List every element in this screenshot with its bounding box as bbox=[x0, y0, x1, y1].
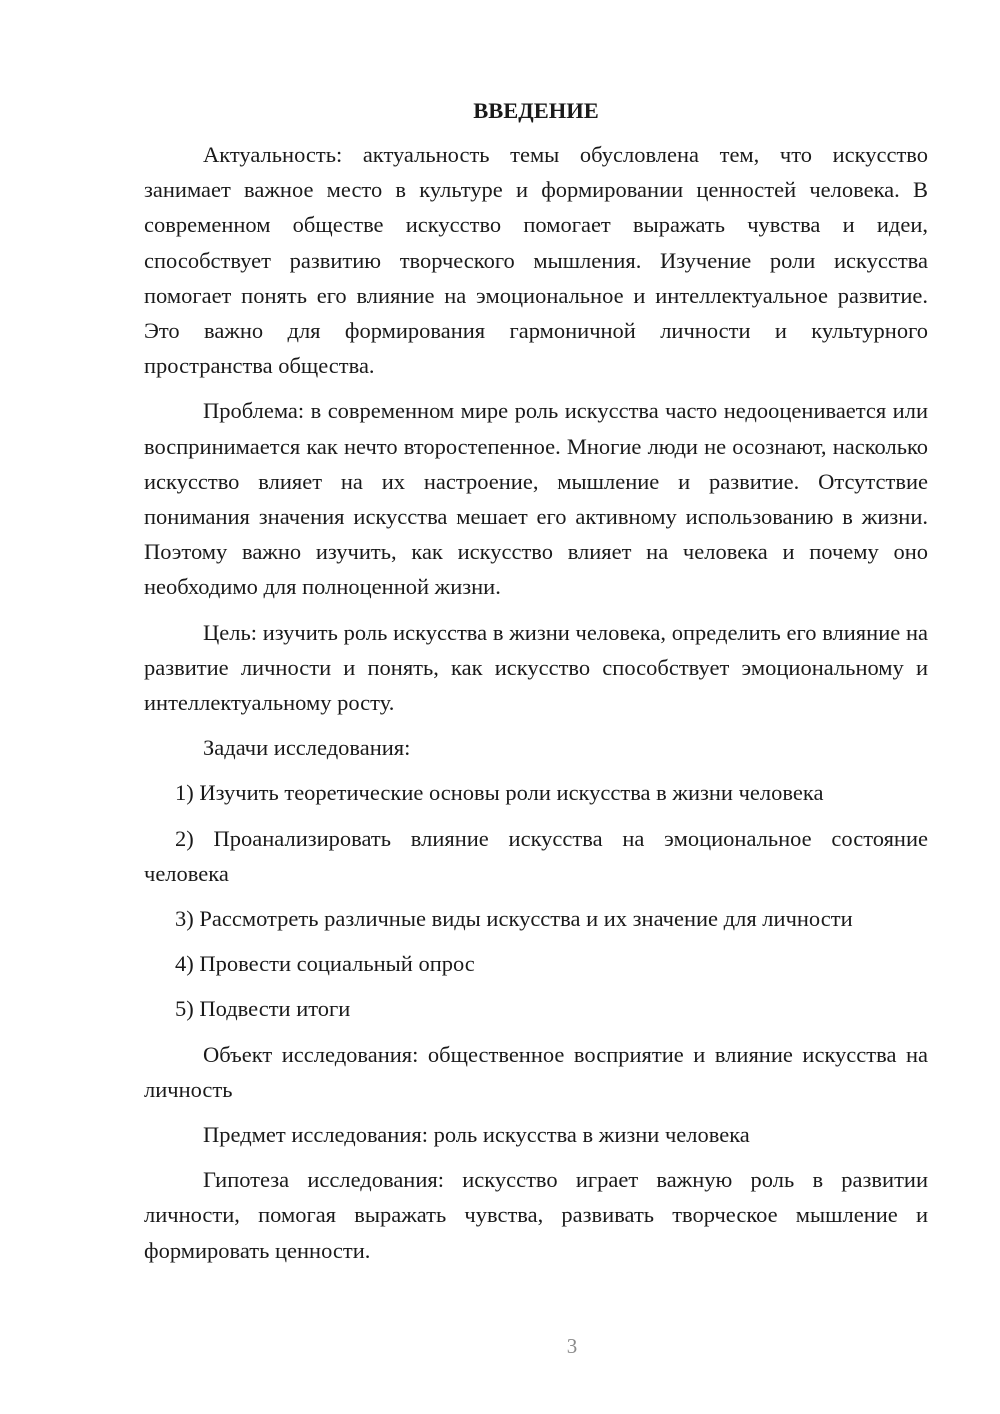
paragraph-subject: Предмет исследования: роль искусства в жизни человека bbox=[203, 1122, 750, 1148]
task-item-4: 4) Провести социальный опрос bbox=[175, 951, 475, 977]
paragraph-problem: Проблема: в современном мире роль искусства часто недооценивается или воспринимается как нечто второстепенное. Многие люди не осознают, насколько искусство влияет на их настроение, мышление и развитие. Отсутствие понимания значения искусства мешает его активному использованию в жизни. Поэтому важно изучить, как искусство влияет на человека и почему оно необходимо для полноценной жизни. bbox=[144, 398, 928, 600]
paragraph-goal: Цель: изучить роль искусства в жизни человека, определить его влияние на развитие личности и понять, как искусство способствует эмоциональному и интеллектуальному росту. bbox=[144, 619, 928, 716]
task-item-1: 1) Изучить теоретические основы роли искусства в жизни человека bbox=[175, 780, 824, 806]
paragraph-hypothesis: Гипотеза исследования: искусство играет важную роль в развитии личности, помогая выражать чувства, развивать творческое мышление и формировать ценности. bbox=[144, 1167, 928, 1263]
page-number: 3 bbox=[566, 1334, 578, 1358]
task-item-3: 3) Рассмотреть различные виды искусства и их значение для личности bbox=[175, 906, 853, 932]
task-item-5: 5) Подвести итоги bbox=[175, 996, 351, 1022]
page-content bbox=[144, 96, 928, 1278]
tasks-heading: Задачи исследования: bbox=[203, 735, 411, 761]
paragraph-relevance: Актуальность: актуальность темы обусловлена тем, что искусство занимает важное место в культуре и формировании ценностей человека. В современном обществе искусство помогает выражать чувства и идеи, способствует развитию творческого мышления. Изучение роли искусства помогает понять его влияние на эмоциональное и интеллектуальное развитие. Это важно для формирования гармоничной личности и культурного пространства общества. bbox=[144, 142, 928, 379]
paragraph-object: Объект исследования: общественное восприятие и влияние искусства на личность bbox=[144, 1041, 928, 1102]
section-title: ВВЕДЕНИЕ bbox=[473, 98, 599, 123]
task-item-2: 2) Проанализировать влияние искусства на эмоциональное состояние человека bbox=[144, 825, 928, 886]
